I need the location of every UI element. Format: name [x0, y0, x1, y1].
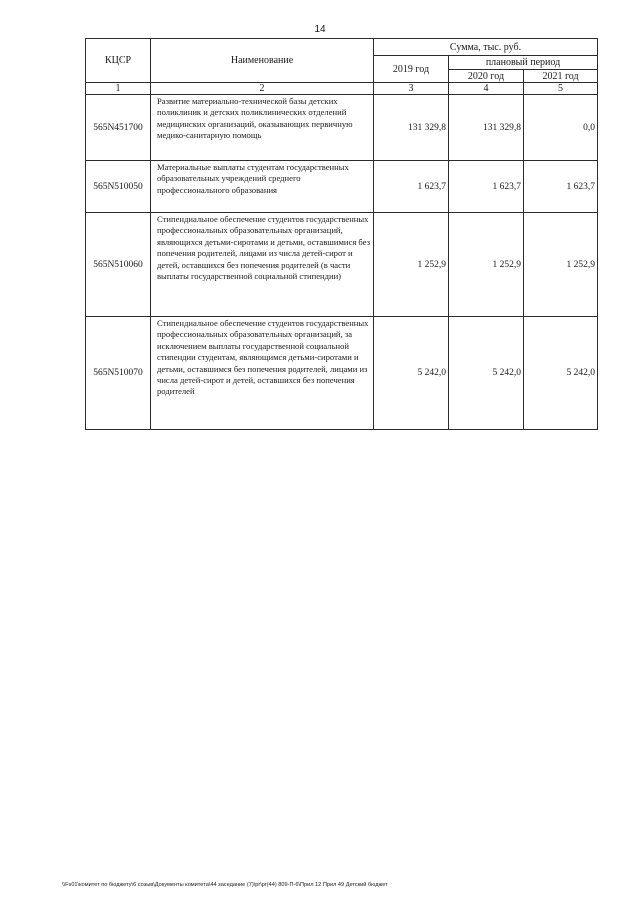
row-value-2021: 1 252,9 [524, 213, 598, 317]
column-number: 5 [524, 83, 598, 95]
row-name: Стипендиальное обеспечение студентов государственных профессиональных образовательных организаций, являющихся детьми-сиротами и детьми, оставшимися без попечения родителей, лицами из числа детей-сирот и детей, оставшихся без попечения родителей (в части выплаты государственной социальной стипендии) [151, 213, 374, 317]
header-sum: Сумма, тыс. руб. [374, 39, 598, 56]
row-code: 565N510070 [86, 317, 151, 430]
table-row [86, 317, 598, 430]
table-row [86, 95, 598, 161]
row-code: 565N510060 [86, 213, 151, 317]
row-value-2020: 1 252,9 [449, 213, 524, 317]
budget-table [85, 38, 598, 430]
header-planned-period: плановый период [449, 56, 598, 70]
header-2020: 2020 год [449, 70, 524, 83]
row-value-2019: 5 242,0 [374, 317, 449, 430]
table-row [86, 161, 598, 213]
column-number: 1 [86, 83, 151, 95]
column-number-row [86, 83, 598, 95]
header-kcsr: КЦСР [86, 39, 151, 83]
row-name: Развитие материально-технической базы детских поликлиник и детских поликлинических отделений медицинских организаций, оказывающих первичную медико-санитарную помощь [151, 95, 374, 161]
header-2021: 2021 год [524, 70, 598, 83]
row-value-2021: 5 242,0 [524, 317, 598, 430]
column-number: 2 [151, 83, 374, 95]
row-code: 565N451700 [86, 95, 151, 161]
row-code: 565N510050 [86, 161, 151, 213]
header-2019: 2019 год [374, 56, 449, 83]
row-value-2021: 1 623,7 [524, 161, 598, 213]
file-path-footer: \\Fs01\комитет по бюджету\6 созыв\Документы комитета\44 заседание (7)\pr\pr(44) 809-П-6\Прил 12 Прил 49 Детский бюджет [62, 882, 388, 888]
column-number: 4 [449, 83, 524, 95]
page-number: 14 [314, 24, 326, 35]
row-value-2020: 5 242,0 [449, 317, 524, 430]
row-name: Стипендиальное обеспечение студентов государственных профессиональных образовательных организаций, за исключением выплаты государственной социальной стипендии студентам, являющимся детьми-сиротами и детьми, оставшимся без попечения родителей, лицами из числа детей-сирот и детей, оставшихся без попечения родителей [151, 317, 374, 430]
column-number: 3 [374, 83, 449, 95]
table-row [86, 213, 598, 317]
row-name: Материальные выплаты студентам государственных образовательных учреждений среднего профессионального образования [151, 161, 374, 213]
row-value-2021: 0,0 [524, 95, 598, 161]
row-value-2019: 1 252,9 [374, 213, 449, 317]
row-value-2019: 1 623,7 [374, 161, 449, 213]
header-name: Наименование [151, 39, 374, 83]
row-value-2019: 131 329,8 [374, 95, 449, 161]
row-value-2020: 1 623,7 [449, 161, 524, 213]
row-value-2020: 131 329,8 [449, 95, 524, 161]
